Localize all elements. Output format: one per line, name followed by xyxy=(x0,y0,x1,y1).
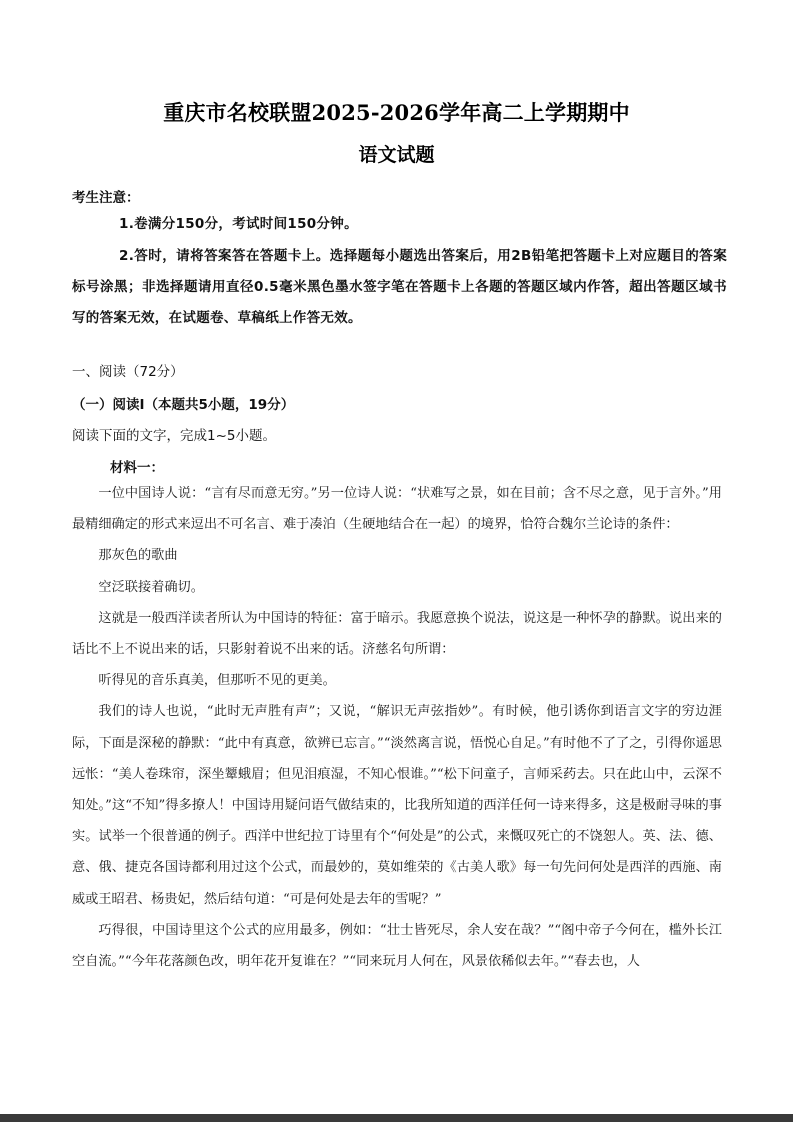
notice-item-1: 1.卷满分150分，考试时间150分钟。 xyxy=(119,216,358,232)
passage-paragraph: 巧得很，中国诗里这个公式的应用最多，例如：“壮士皆死尽，余人安在哉？”“阁中帝子今何在，槛外长江空自流。”“今年花落颜色改，明年花开复谁在？”“同来玩月人何在，风景依稀似去年。”“春去也，人 xyxy=(72,922,722,970)
page-bottom-edge xyxy=(0,1114,793,1122)
notice-item-2: 2.答时，请将答案答在答题卡上。选择题每小题选出答案后，用2B铅笔把答题卡上对应题目的答案标号涂黑；非选择题请用直径0.5毫米黑色墨水签字笔在答题卡上各题的答题区域内作答，超出答题区域书写的答案无效，在试题卷、草稿纸上作答无效。 xyxy=(72,248,727,326)
subsection-heading: （一）阅读Ⅰ（本题共5小题，19分） xyxy=(72,397,295,413)
poem-line: 空泛联接着确切。 xyxy=(98,579,204,595)
quote-line: 听得见的音乐真美，但那听不见的更美。 xyxy=(98,673,336,689)
section-heading: 一、阅读（72分） xyxy=(72,364,184,380)
passage-paragraph: 一位中国诗人说：“言有尽而意无穷。”另一位诗人说：“状难写之景，如在目前；含不尽之意，见于言外。”用最精细确定的形式来逗出不可名言、难于凑泊（生硬地结合在一起）的境界，恰符合魏尔兰论诗的条件： xyxy=(72,486,722,533)
poem-line: 那灰色的歌曲 xyxy=(98,548,178,564)
notice-heading: 考生注意： xyxy=(72,190,140,206)
passage-paragraph: 这就是一般西洋读者所认为中国诗的特征：富于暗示。我愿意换个说法，说这是一种怀孕的静默。说出来的话比不上不说出来的话，只影射着说不出来的话。济慈名句所谓： xyxy=(72,610,722,658)
reading-instruction: 阅读下面的文字，完成1~5小题。 xyxy=(72,428,276,444)
passage-paragraph: 我们的诗人也说，“此时无声胜有声”；又说，“解识无声弦指妙”。有时候，他引诱你到语言文字的穷边涯际，下面是深秘的静默：“此中有真意，欲辨已忘言。”“淡然离言说，悟悦心自足。”有时他不了了之，引得你遥思远怅：“美人卷珠帘，深坐颦蛾眉；但见泪痕湿，不知心恨谁。”“松下问童子，言师采药去。只在此山中，云深不知处。”这“不知”得多撩人！中国诗用疑问语气做结束的，比我所知道的西洋任何一诗来得多，这是极耐寻味的事实。试举一个很普通的例子。西洋中世纪拉丁诗里有个“何处是”的公式，来慨叹死亡的不饶恕人。英、法、德、意、俄、捷克各国诗都利用过这个公式，而最妙的，莫如维荣的《古美人歌》每一句先问何处是西洋的西施、南威或王昭君、杨贵妃，然后结句道：“可是何处是去年的雪呢？” xyxy=(72,704,722,907)
material-label: 材料一： xyxy=(110,460,164,476)
reading-passage xyxy=(72,478,722,977)
exam-subject: 语文试题 xyxy=(358,144,435,166)
exam-title: 重庆市名校联盟2025-2026学年高二上学期期中 xyxy=(163,100,630,125)
